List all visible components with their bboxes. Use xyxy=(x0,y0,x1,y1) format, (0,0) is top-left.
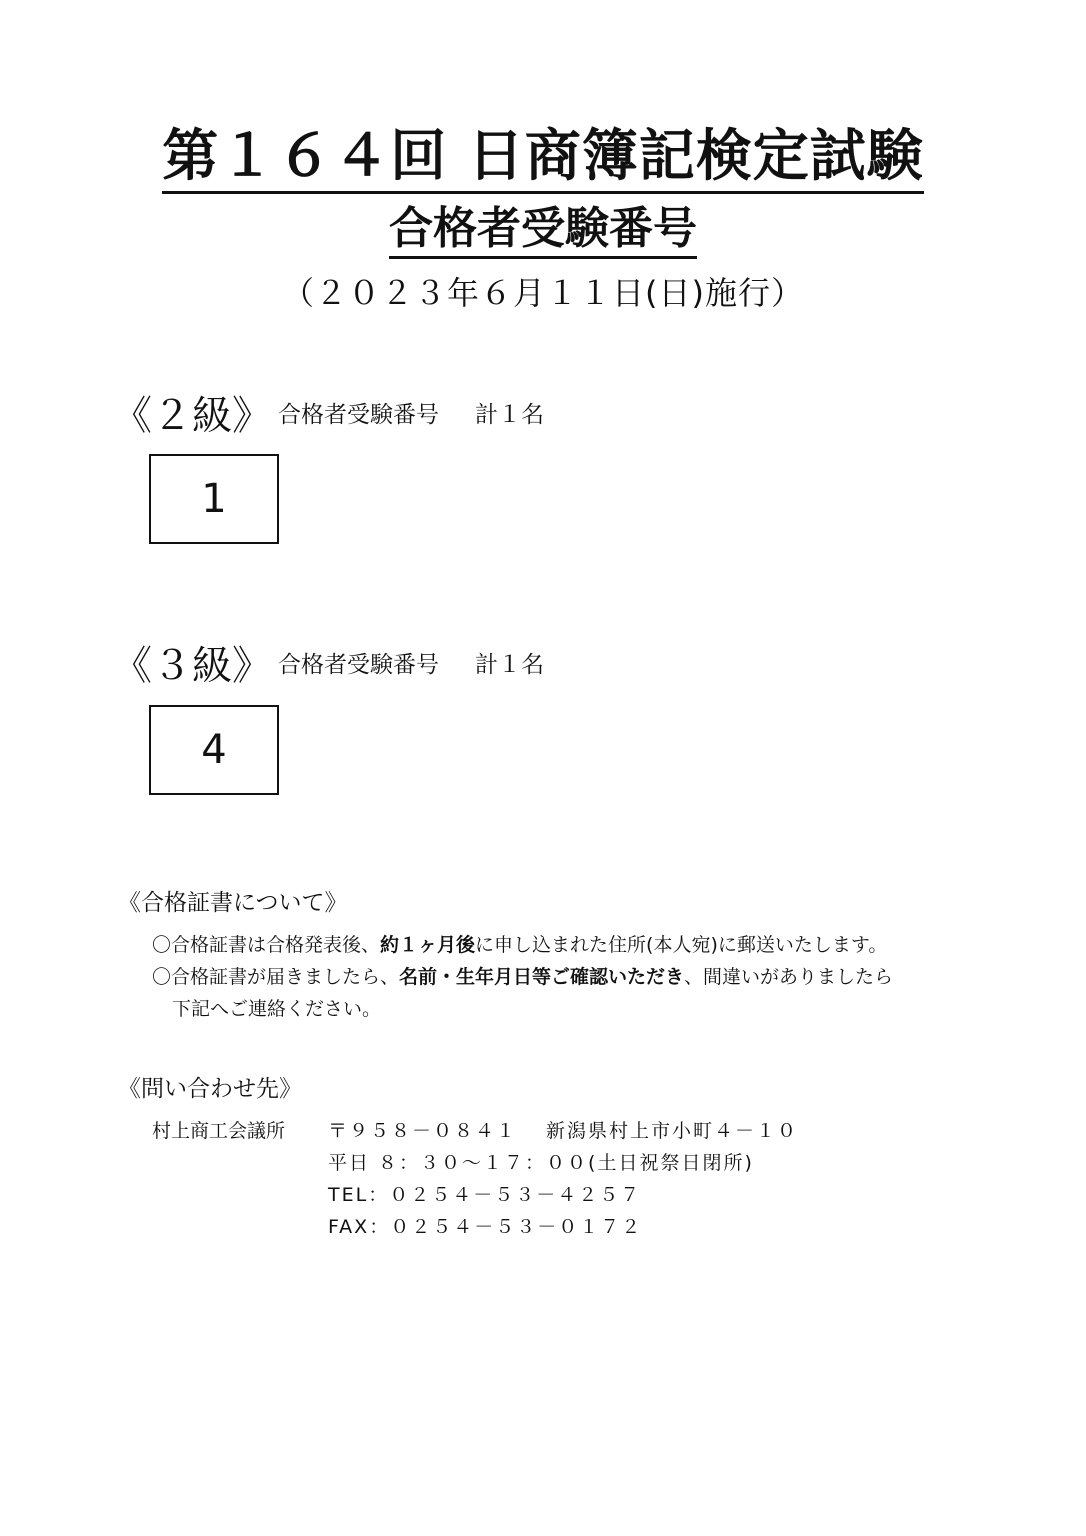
contact-organization: 村上商工会議所 xyxy=(152,1120,286,1142)
grade2-count: 計１名 xyxy=(475,402,544,428)
grade2-label: 《２級》 xyxy=(112,393,272,439)
certificate-note-1 xyxy=(152,930,887,957)
page-subtitle xyxy=(0,192,1086,256)
contact-fax: FAX：０２５４－５３－０１７２ xyxy=(328,1216,643,1238)
contact-address: 新潟県村上市小町４－１０ xyxy=(546,1120,799,1142)
grade3-label: 《３級》 xyxy=(112,643,272,689)
certificate-note-2-emphasis: 名前・生年月日等ご確認いただき xyxy=(399,966,685,988)
contact-tel: TEL：０２５４－５３－４２５７ xyxy=(328,1184,642,1206)
page-subtitle-text: 合格者受験番号 xyxy=(389,203,697,259)
grade3-caption: 合格者受験番号 xyxy=(278,652,439,678)
certificate-note-1c: に申し込まれた住所(本人宛)に郵送いたします。 xyxy=(475,934,888,956)
certificate-note-1-emphasis: 約１ヶ月後 xyxy=(380,934,476,956)
grade3-number: 4 xyxy=(201,727,227,773)
certificate-note-3: 下記へご連絡ください。 xyxy=(172,998,382,1020)
exam-date: （２０２３年６月１１日(日)施行） xyxy=(282,274,804,312)
certificate-note-2c: 、間違いがありましたら xyxy=(684,966,894,988)
contact-heading: 《問い合わせ先》 xyxy=(118,1076,302,1102)
page-title-text: 第１６４回 日商簿記検定試験 xyxy=(162,124,924,194)
certificate-note-2 xyxy=(152,962,893,989)
grade3-heading xyxy=(112,634,544,691)
grade3-number-box xyxy=(149,705,279,795)
grade2-number-box xyxy=(149,454,279,544)
contact-postal-code: 〒９５８－０８４１ xyxy=(328,1120,518,1142)
page-title xyxy=(0,112,1086,192)
grade2-heading xyxy=(112,384,544,441)
grade2-caption: 合格者受験番号 xyxy=(278,402,439,428)
grade2-number: 1 xyxy=(201,476,227,522)
certificate-heading: 《合格証書について》 xyxy=(118,890,348,916)
certificate-note-1a: 〇合格証書は合格発表後、 xyxy=(152,934,381,956)
certificate-note-2a: 〇合格証書が届きましたら、 xyxy=(152,966,400,988)
grade3-count: 計１名 xyxy=(475,652,544,678)
contact-hours: 平日 ８：３０～１７：００(土日祝祭日閉所) xyxy=(328,1152,754,1174)
